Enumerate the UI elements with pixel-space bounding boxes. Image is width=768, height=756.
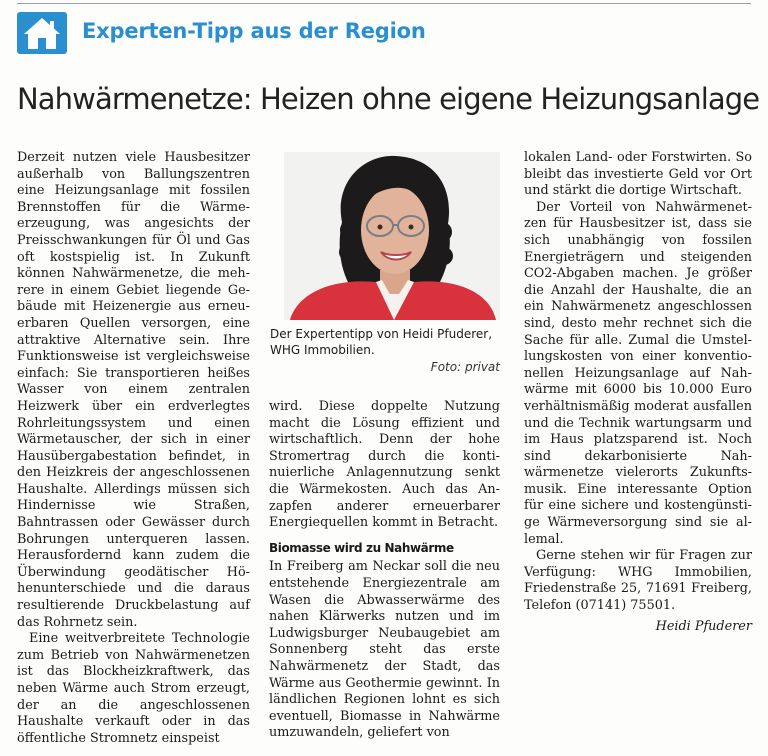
top-rule — [17, 3, 751, 4]
paragraph-4: Der Vorteil von Nahwärmenetzen für Hausbesitzer ist, dass sie sich unabhängig von fossilen Energieträgern und steigenden CO2-Abgaben machen. Je größer die Anzahl der Haushalte, die an ein Nahwärmenetz angeschlossen sind, desto mehr rechnet sich die Sache für alle. Zumal die Umstellungskosten von einer konventionellen Heizungsanlage auf Nahwärme mit 6000 bis 10.000 Euro verhältnismäßig moderat ausfallen und die Technik wartungsarm und im Haus platzsparend ist. Noch sind dekarbonisierte Nahwärmenetze vielerorts Zukunftsmusik. Eine interessante Option für eine sichere und kostengünstige Wärmeversorgung sind sie allemal. — [524, 199, 752, 547]
paragraph-3-cont: lokalen Land- oder Forstwirten. So bleibt das investierte Geld vor Ort und stärkt die dortige Wirtschaft. — [524, 150, 752, 199]
column-3 — [524, 150, 752, 635]
paragraph-1: Derzeit nutzen viele Hausbesitzer außerhalb von Ballungszentren eine Heizungsanlage mit fossilen Brennstoffen für die Wärmeerzeugung, was angesichts der Preisschwankungen für Öl und Gas oft kostspielig ist. In Zukunft können Nahwärmenetze, die mehrere in einem Gebiet liegende Gebäude mit Heizenergie aus erneuerbaren Quellen versorgen, eine attraktive Alternative sein. Ihre Funktionsweise ist vergleichsweise einfach: Sie transportieren heißes Wasser von einem zentralen Heizwerk über ein erdverlegtes Rohrleitungssystem und einen Wärmetauscher, der sich in einer Hausübergabestation befindet, in den Heizkreis der angeschlossenen Haushalte. Allerdings müssen sich Hindernisse wie Straßen, Bahntrassen oder Gewässer durch Bohrungen unterqueren lassen. Herausfordernd kann zudem die Überwindung geodätischer Höhenunterschiede und die daraus resultierende Druckbelastung auf das Rohrnetz sein. — [17, 150, 250, 630]
photo-credit: Foto: privat — [430, 360, 500, 374]
paragraph-5: Gerne stehen wir für Fragen zur Verfügung: WHG Immobilien, Friedenstraße 25, 71691 Freiberg, Telefon (07141) 75501. — [524, 548, 752, 614]
house-icon — [17, 12, 67, 54]
article-headline: Nahwärmenetze: Heizen ohne eigene Heizungsanlage — [17, 82, 760, 116]
column-1 — [17, 150, 250, 747]
paragraph-3: In Freiberg am Neckar soll die neu entstehende Energiezentrale am Wasen die Abwasserwärme des nahen Klärwerks nutzen und im Ludwigsburger Neubaugebiet am Sonnenberg steht das erste Nahwärmenetz der Stadt, das Wärme aus Geothermie gewinnt. In ländlichen Regionen lohnt es sich eventuell, Biomasse in Nahwärme umzuwandeln, geliefert von — [269, 559, 500, 741]
column-2 — [269, 399, 500, 742]
paragraph-2: Eine weitverbreitete Technologie zum Betrieb von Nahwärmenetzen ist das Blockheizkraftwerk, das neben Wärme auch Strom erzeugt, der an die angeschlossenen Haushalte verkauft oder in das öffentliche Stromnetz einspeist — [17, 631, 250, 746]
paragraph-2-cont: wird. Diese doppelte Nutzung macht die Lösung effizient und wirtschaftlich. Denn der hohe Stromertrag durch die kontinuierliche Anlagennutzung senkt die Wärmekosten. Auch das Anzapfen anderer erneuerbarer Energiequellen kommt in Betracht. — [269, 399, 500, 531]
portrait-photo — [284, 152, 500, 320]
author-name: Heidi Pfuderer — [655, 618, 752, 634]
photo-caption: Der Expertentipp von Heidi Pfuderer, WHG Immobilien. — [270, 327, 493, 357]
kicker-title: Experten-Tipp aus der Region — [82, 19, 426, 43]
subheading-biomasse: Biomasse wird zu Nahwärme — [269, 540, 454, 555]
